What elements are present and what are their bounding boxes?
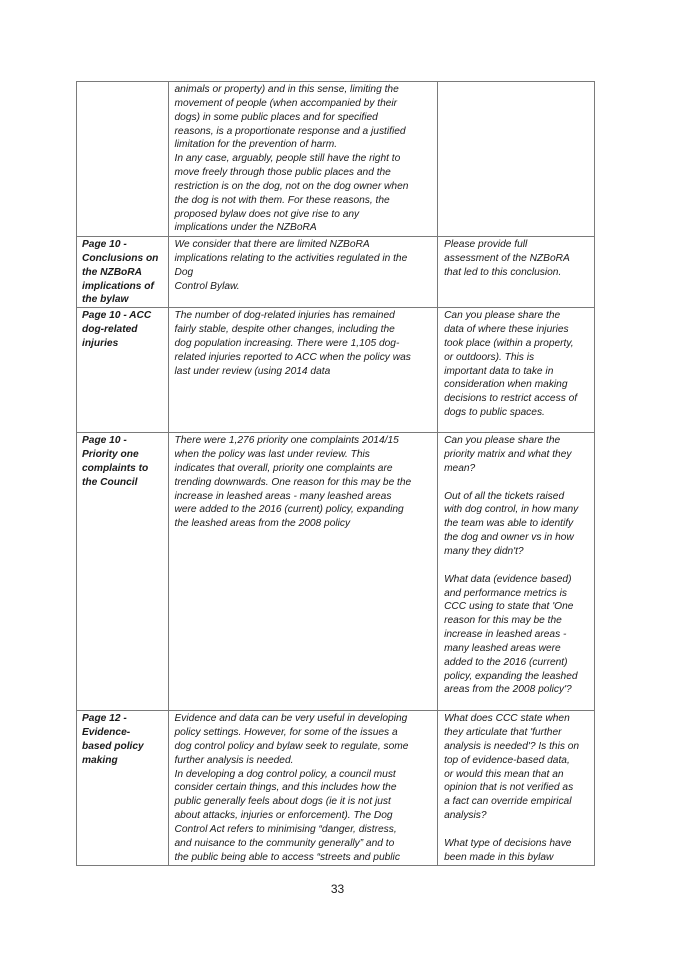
text-line: proposed bylaw does not give rise to any: [174, 208, 360, 220]
text-line: based policy: [82, 740, 144, 752]
text-line: dogs) in some public places and for specified: [174, 111, 378, 123]
text-line: In any case, arguably, people still have the right to: [174, 153, 401, 165]
text-line: top of evidence-based data,: [444, 754, 570, 766]
text-line: trending downwards. One reason for this may be the: [174, 476, 412, 488]
row-question: [438, 82, 595, 237]
text-line: data of where these injuries: [444, 324, 569, 336]
text-line: or would this mean that an: [444, 768, 564, 780]
text-line: many leashed areas were: [444, 642, 561, 654]
text-line: the leashed areas from the 2008 policy: [174, 518, 351, 530]
text-line: been made in this bylaw: [444, 851, 554, 863]
text-line: Conclusions on: [82, 252, 159, 264]
table-row: [77, 237, 595, 308]
row-content: [168, 82, 438, 237]
text-line: In developing a dog control policy, a council must: [174, 768, 396, 780]
text-line: What data (evidence based): [444, 573, 572, 585]
text-line: movement of people (when accompanied by their: [174, 97, 398, 109]
text-line: What type of decisions have: [444, 837, 572, 849]
table-row: [77, 82, 595, 237]
text-line: or outdoors). This is: [444, 351, 535, 363]
text-line: further analysis is needed.: [174, 754, 294, 766]
text-line: the Council: [82, 476, 138, 488]
row-content: [168, 711, 438, 865]
text-line: reasons, is a proportionate response and a justified: [174, 125, 406, 137]
text-line: Please provide full: [444, 239, 528, 250]
text-line: indicates that overall, priority one complaints are: [174, 462, 393, 474]
text-line: priority matrix and what they: [444, 449, 572, 461]
text-line: implications relating to the activities regulated in the: [174, 252, 408, 264]
text-line: were added to the 2016 (current) policy, expanding: [174, 504, 404, 516]
text-line: Dog: [174, 266, 194, 278]
text-line: Can you please share the: [444, 435, 561, 447]
text-line: policy, expanding the leashed: [444, 670, 578, 682]
text-line: and performance metrics is: [444, 587, 567, 599]
text-line: Page 10 - ACC: [82, 310, 152, 322]
text-line: We consider that there are limited NZBoRA: [174, 239, 370, 250]
text-line: Control Act refers to minimising “danger, distress,: [174, 823, 397, 835]
text-line: and nuisance to the community generally” and to: [174, 837, 395, 849]
text-line: opinion that is not verified as: [444, 782, 574, 794]
text-line: Out of all the tickets raised: [444, 490, 565, 502]
text-line: when the policy was last under review. This: [174, 449, 370, 461]
text-line: What does CCC state when: [444, 713, 570, 725]
text-line: dog population increasing. There were 1,105 dog-: [174, 337, 400, 349]
text-line: The number of dog-related injuries has remained: [174, 310, 395, 322]
row-content: [168, 308, 438, 433]
paragraph-gap: [444, 559, 588, 573]
text-line: limitation for the prevention of harm.: [174, 139, 338, 151]
row-topic: [77, 82, 169, 237]
row-question: [438, 433, 595, 711]
text-line: restriction is on the dog, not on the dog owner when: [174, 180, 409, 192]
row-content: [168, 237, 438, 308]
text-line: consideration when making: [444, 379, 568, 391]
text-line: a fact can override empirical: [444, 796, 572, 808]
text-line: complaints to: [82, 462, 149, 474]
text-line: implications under the NZBoRA: [174, 222, 317, 234]
text-line: the public being able to access “streets and public: [174, 851, 400, 863]
row-content: [168, 433, 438, 711]
text-line: dogs to public spaces.: [444, 407, 545, 419]
text-line: mean?: [444, 462, 476, 474]
paragraph-gap: [444, 823, 588, 837]
text-line: many they didn't?: [444, 545, 524, 557]
row-topic: [77, 237, 169, 308]
text-line: Page 10 -: [82, 239, 127, 250]
text-line: areas from the 2008 policy'?: [444, 684, 572, 696]
text-line: that led to this conclusion.: [444, 266, 562, 278]
text-line: fairly stable, despite other changes, including the: [174, 324, 395, 336]
text-line: took place (within a property,: [444, 337, 574, 349]
text-line: There were 1,276 priority one complaints 2014/15: [174, 435, 399, 447]
feedback-table: [76, 81, 595, 866]
text-line: important data to take in: [444, 365, 554, 377]
text-line: animals or property) and in this sense, limiting the: [174, 84, 399, 95]
text-line: Evidence-: [82, 727, 131, 739]
text-line: increase in leashed areas - many leashed areas: [174, 490, 392, 502]
table-row: [77, 433, 595, 711]
text-line: Page 10 -: [82, 435, 127, 447]
text-line: with dog control, in how many: [444, 504, 579, 516]
text-line: Priority one: [82, 449, 139, 461]
text-line: reason for this may be the: [444, 615, 562, 627]
text-line: analysis is needed'? Is this on: [444, 740, 580, 752]
row-question: [438, 308, 595, 433]
text-line: added to the 2016 (current): [444, 656, 568, 668]
text-line: Page 12 -: [82, 713, 127, 725]
text-line: Can you please share the: [444, 310, 561, 322]
text-line: last under review (using 2014 data: [174, 365, 331, 377]
text-line: related injuries reported to ACC when the policy was: [174, 351, 411, 363]
text-line: CCC using to state that 'One: [444, 601, 574, 613]
text-line: implications of: [82, 280, 154, 292]
text-line: the NZBoRA: [82, 266, 142, 278]
table-row: [77, 308, 595, 433]
feedback-table-body: [77, 82, 595, 866]
text-line: increase in leashed areas -: [444, 629, 567, 641]
row-topic: [77, 711, 169, 865]
page-number: 33: [330, 882, 345, 896]
text-line: the dog and owner vs in how: [444, 532, 574, 544]
row-topic: [77, 433, 169, 711]
text-line: Control Bylaw.: [174, 280, 240, 292]
row-question: [438, 711, 595, 865]
paragraph-gap: [444, 476, 588, 490]
text-line: Evidence and data can be very useful in developing: [174, 713, 408, 725]
text-line: dog control policy and bylaw seek to regulate, some: [174, 740, 409, 752]
text-line: consider certain things, and this includes how the: [174, 782, 397, 794]
text-line: the bylaw: [82, 294, 129, 306]
text-line: analysis?: [444, 810, 487, 822]
text-line: the dog is not with them. For these reasons, the: [174, 194, 390, 206]
text-line: public generally feels about dogs (ie it is not just: [174, 796, 391, 808]
text-line: decisions to restrict access of: [444, 393, 578, 405]
text-line: making: [82, 754, 118, 766]
text-line: the team was able to identify: [444, 518, 574, 530]
text-line: about attacks, injuries or enforcement). The Dog: [174, 810, 393, 822]
text-line: they articulate that 'further: [444, 727, 562, 739]
text-line: policy settings. However, for some of the issues a: [174, 727, 398, 739]
text-line: move freely through those public places and the: [174, 167, 391, 179]
row-topic: [77, 308, 169, 433]
text-line: assessment of the NZBoRA: [444, 252, 570, 264]
table-row: [77, 711, 595, 865]
row-question: [438, 237, 595, 308]
text-line: dog-related: [82, 324, 138, 336]
text-line: injuries: [82, 337, 119, 349]
